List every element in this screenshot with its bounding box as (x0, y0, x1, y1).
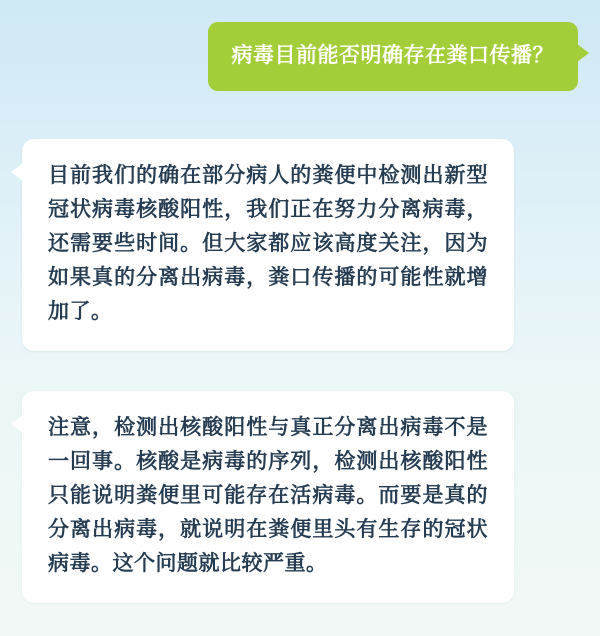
answer-text-2: 注意，检测出核酸阳性与真正分离出病毒不是一回事。核酸是病毒的序列，检测出核酸阳性只能说明粪便里可能存在活病毒。而要是真的分离出病毒，就说明在粪便里头有生存的冠状病毒。这个问题就比较严重。 (48, 416, 488, 576)
answer-text-1: 目前我们的确在部分病人的粪便中检测出新型冠状病毒核酸阳性，我们正在努力分离病毒，还需要些时间。但大家都应该高度关注，因为如果真的分离出病毒，粪口传播的可能性就增加了。 (48, 164, 488, 324)
question-text: 病毒目前能否明确存在粪口传播？ (231, 44, 554, 67)
message-row-question (22, 22, 578, 91)
message-row-answer-1 (22, 139, 578, 351)
message-row-answer-2 (22, 391, 578, 603)
answer-bubble-1[interactable] (22, 139, 514, 351)
answer-bubble-2[interactable] (22, 391, 514, 603)
question-bubble[interactable] (208, 22, 579, 91)
